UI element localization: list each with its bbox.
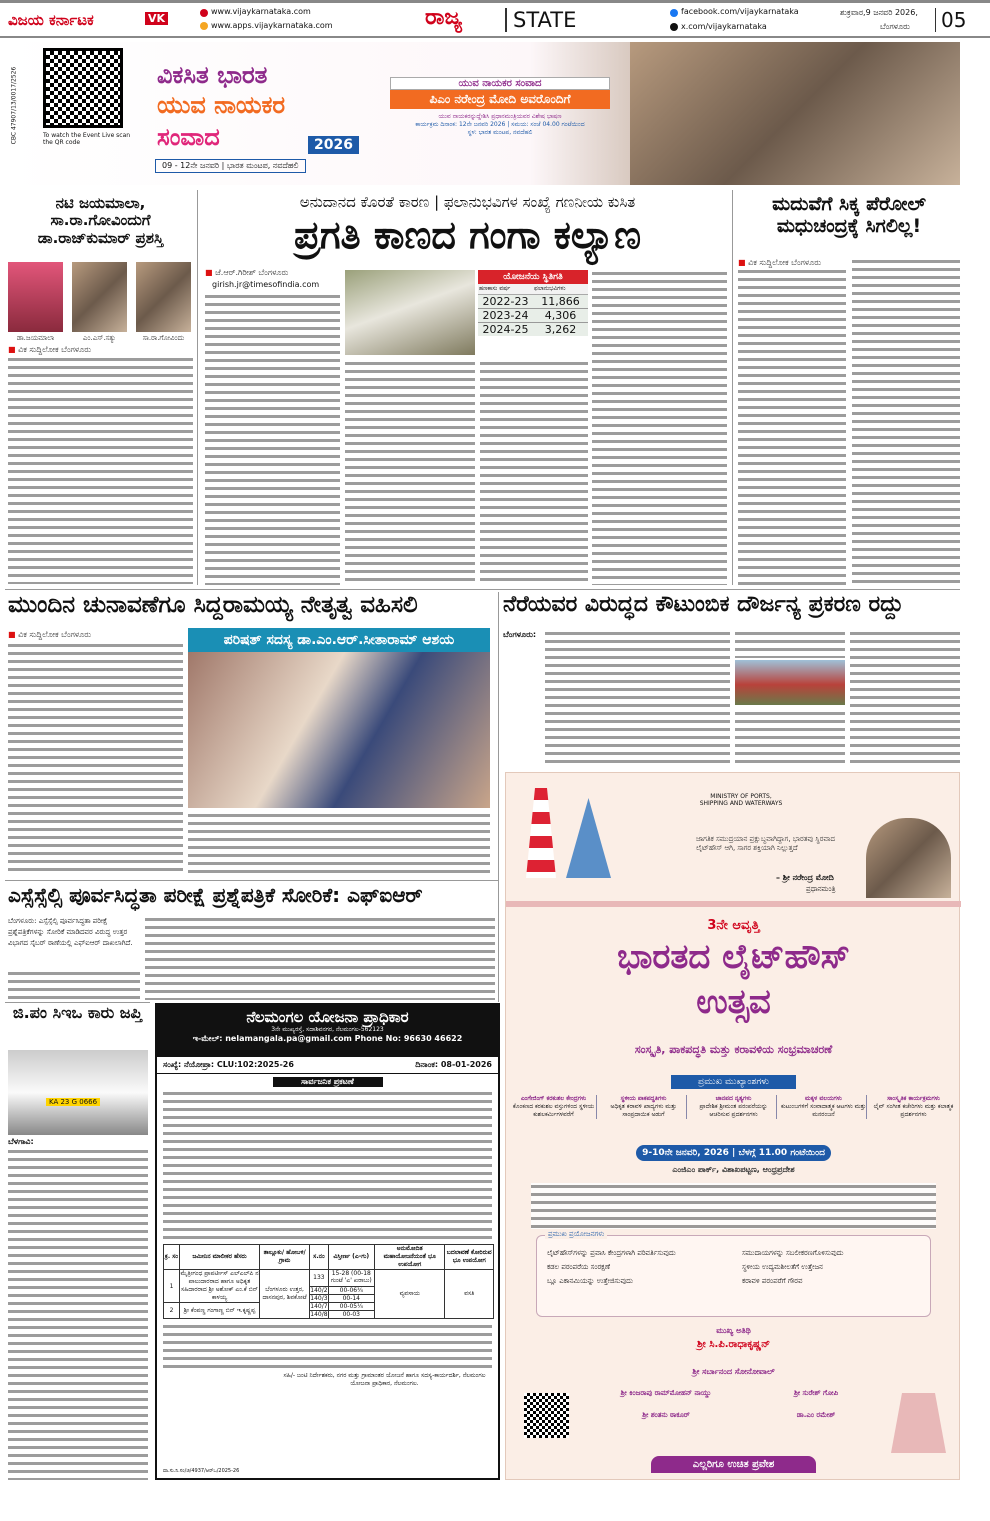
column-header: ಹಣಕಾಸು ವರ್ಷ: [479, 285, 511, 292]
article-body: [8, 356, 193, 584]
highlight-title: ಜಾನಪದ ನೃತ್ಯಗಳು: [715, 1095, 752, 1102]
ad-dates: 09 - 12ನೇ ಜನವರಿ | ಭಾರತ ಮಂಟಪ, ನವದೆಹಲಿ: [155, 159, 306, 173]
notice-body: [163, 1090, 492, 1240]
byline: ■ ವಿಕ ಸುದ್ದಿಲೋಕ ಬೆಂಗಳೂರು: [8, 345, 91, 355]
scheme-table: [478, 270, 588, 355]
byline: ■ ಜೆ.ಆರ್.ಗಿರೀಶ್ ಬೆಂಗಳೂರು: [205, 268, 288, 278]
cell: 2022-23: [482, 295, 529, 308]
caption: ಡಾ.ಜಯಮಾಲಾ: [16, 334, 55, 342]
highlight-title: ಸ್ಥಳೀಯ ಪಾಕಪದ್ಧತಿಗಳು: [620, 1095, 667, 1102]
public-notice: [155, 1003, 500, 1480]
article-body: [8, 970, 140, 1000]
photo-high-court: [735, 660, 845, 705]
highlight-title: ಸಾಂಸ್ಕೃತಿಕ ಕಾರ್ಯಕ್ರಮಗಳು: [887, 1095, 940, 1102]
column-header: ಜಮೀನಿನ ಮಾಲೀಕರ ಹೆಸರು: [180, 1245, 260, 1270]
initiative-item: ಕರಾವಳಿ ಪರಂಪರೆಗೆ ಗೌರವ: [742, 1277, 803, 1285]
number-plate: KA 23 G 0666: [46, 1098, 100, 1106]
photo-irrigation: [345, 270, 475, 355]
initiatives-label: ಪ್ರಮುಖ ಪ್ರಯೋಜನಗಳು: [545, 1230, 607, 1239]
table-row: [478, 295, 588, 309]
ad-box-when: ಕಾರ್ಯಕ್ರಮ ದಿನಾಂಕ: 12ನೇ ಜನವರಿ 2026 | ಸಮಯ: ಸಂಜೆ 04.00 ಗಂಟೆಯಿಂದ: [415, 121, 585, 128]
date: ಶುಕ್ರವಾರ,9 ಜನವರಿ 2026,: [840, 8, 918, 17]
dateline: ಬೆಂಗಳೂರು:: [503, 630, 537, 639]
article-body: [738, 268, 846, 585]
column-header: ಬದಲಾವಣೆ ಕೋರಿರುವ ಭೂ ಉಪಯೋಗ: [445, 1245, 494, 1270]
highlight-title: ಎಂಗೇಜಿಂಗ್ ಕರಕುಶಲ ಕೇಂದ್ರಗಳು: [520, 1095, 587, 1102]
divider: [732, 190, 733, 585]
cell: 1: [164, 1270, 180, 1303]
article-body: [188, 812, 490, 875]
highlights-label: ಪ್ರಮುಖ ಮುಖ್ಯಾಂಶಗಳು: [671, 1075, 796, 1089]
right-headline: ಮದುವೆಗೆ ಸಿಕ್ಕ ಪೆರೋಲ್ ಮಧುಚಂದ್ರಕ್ಕೆ ಸಿಗಲಿಲ್ಲ!: [772, 193, 926, 237]
table-title: ಯೋಜನೆಯ ಸ್ಥಿತಿಗತಿ: [478, 270, 588, 284]
article-body: [205, 293, 340, 585]
globe-icon: [200, 9, 208, 17]
notice-address: 3ನೇ ಮುಖ್ಯರಸ್ತೆ, ಸದಾಶಿವನಗರ, ನೆಲಮಂಗಲ-562123: [271, 1026, 384, 1033]
ad-box-where: ಸ್ಥಳ: ಭಾರತ ಮಂಟಪ, ನವದೆಹಲಿ: [467, 129, 533, 136]
qr-caption: To watch the Event Live scan the QR code: [43, 132, 131, 146]
dateline: ಬೆಳಗಾವಿ:: [8, 1137, 34, 1146]
cell: 00-03: [328, 1311, 374, 1319]
divider: [506, 901, 961, 907]
cell: 2024-25: [482, 323, 529, 336]
page-number: 05: [935, 8, 966, 32]
sslc-lead: ಬೆಂಗಳೂರು: ಎಸ್ಸೆಸ್ಸೆಲ್ಸಿ ಪೂರ್ವಸಿದ್ಧತಾ ಪರೀಕ್ಷೆ ಪ್ರಶ್ನೆಪತ್ರಿಕೆಗಳನ್ನು ಸೋರಿಕೆ ಮಾಡಿದವರ ವಿರುದ್ಧ ಉತ್ತರ ವಿಭಾಗದ ಸೈಬರ್ ಠಾಣೆಯಲ್ಲಿ ಎಫ್‌ಐಆರ್ ದಾಖಲಾಗಿದೆ.: [8, 917, 133, 947]
highlight-desc: ಅಧಿಕೃತ ಕರಾವಳಿ ಖಾದ್ಯಗಳು ಮತ್ತು ಸಾಂಪ್ರದಾಯಿಕ ಅಡುಗೆ: [610, 1103, 677, 1118]
ad-box-main: ಪಿಎಂ ನರೇಂದ್ರ ಮೋದಿ ಅವರೊಂದಿಗೆ: [390, 90, 610, 109]
guest: ಶ್ರೀ ಶಂತನು ಠಾಕೂರ್: [642, 1411, 690, 1419]
notice-contact: ಇ-ಮೇಲ್: nelamangala.pa@gmail.com Phone No: 96630 46622: [192, 1034, 463, 1043]
column-header: ವಿಸ್ತೀರ್ಣ (ಎ-ಗು): [328, 1245, 374, 1270]
top-ad[interactable]: [5, 42, 960, 185]
article-body: [735, 710, 845, 765]
brand-badge: VK: [145, 12, 168, 25]
cell: 00-14: [328, 1294, 374, 1302]
photo-felicitation: [188, 652, 490, 808]
initiative-item: ಕಡಲ ಪರಂಪರೆಯ ಸಂರಕ್ಷಣೆ: [547, 1263, 611, 1271]
cell: 140/2: [310, 1286, 328, 1294]
ad-photo-pm-youth: [630, 42, 960, 185]
notice-footer-text: [163, 1323, 492, 1368]
divider: [197, 190, 198, 585]
ad-title-2: ಯುವ ನಾಯಕರ: [157, 91, 286, 119]
ad-box-sub: ಯುವ ನಾಯಕರನ್ನುದ್ದೇಶಿಸಿ ಪ್ರಧಾನಮಂತ್ರಿಯವರ ವಿಶೇಷ ಭಾಷಣ: [438, 113, 562, 120]
photo-banner: ಪರಿಷತ್ ಸದಸ್ಯ ಡಾ.ಎಂ.ಆರ್.ಸೀತಾರಾಮ್ ಆಶಯ: [188, 628, 490, 652]
x-icon: [670, 23, 678, 31]
highlight-item: [601, 1095, 687, 1119]
highlight-item: [511, 1095, 597, 1119]
guest: ಡಾ.ಎಂ ರಮೇಶ್: [796, 1411, 836, 1419]
cell: ಬೆಂಗಳೂರು ಉತ್ತರ, ದಾಸನಪುರ, ಶಿವಕೋಟೆ: [260, 1270, 310, 1319]
initiative-item: ಸಮುದಾಯಗಳನ್ನು ಸಬಲೀಕರಣಗೊಳಿಸುವುದು: [742, 1249, 844, 1257]
article-body: [852, 258, 960, 585]
main-kicker: ಅನುದಾನದ ಕೊರತೆ ಕಾರಣ | ಫಲಾನುಭವಿಗಳ ಸಂಖ್ಯೆ ಗಣನೀಯ ಕುಸಿತ: [299, 193, 636, 211]
article-body: [145, 916, 495, 1000]
caption: ಎಂ.ಎಸ್.ಸತ್ಯು: [82, 334, 117, 342]
cell: ಮೈತ್ರೀಗಂಧ ಪ್ರಾಪರ್ಟೀಸ್ ಎಲ್‌ಎಲ್‌ಪಿ ನ ಪಾಲುದಾರರಾದ ಹಾಗೂ ಅಧಿಕೃತ ಸಹಿದಾರರಾದ ಶ್ರೀ ಅಶೋಕ್ ಎಂ.ಕೆ ಬಿನ್ ಕಾಳಯ್ಯ: [180, 1270, 259, 1301]
ad-title-1: ವಿಕಸಿತ ಭಾರತ: [157, 61, 268, 89]
caption: ಸಾ.ರಾ.ಗೋವಿಂದು: [142, 334, 185, 342]
guest: ಶ್ರೀ ಕಿಂಜರಾಪು ರಾಮ್‌ಮೋಹನ್ ನಾಯ್ಡು: [620, 1389, 712, 1397]
facebook-icon: [670, 9, 678, 17]
pm-quote: ಜಾಗತಿಕ ಸಮುದ್ರಯಾನ ಪ್ರಕ್ಷುಬ್ಧವಾಗಿದ್ದಾಗ, ಭಾರತವು ಸ್ಥಿರವಾದ ಲೈಟ್‌ಹೌಸ್ ಆಗಿ, ಸಾಗರ ಶಕ್ತಿಯಾಗಿ ನಿಲ್ಲುತ್ತದೆ: [696, 835, 835, 852]
table-row: [164, 1270, 494, 1287]
car-headline: ಜಿ.ಪಂ ಸಿಇಒ ಕಾರು ಜಪ್ತಿ: [12, 1003, 143, 1022]
ship-illustration: [891, 1393, 946, 1453]
event-datetime: 9-10ನೇ ಜನವರಿ, 2026 | ಬೆಳಗ್ಗೆ 11.00 ಗಂಟೆಯಿಂದ: [636, 1145, 831, 1161]
festival-title-2: ಉತ್ಸವ: [696, 982, 771, 1022]
event-venue: ಎಂಜಿಎಂ ಪಾರ್ಕ್, ವಿಶಾಖಪಟ್ಟಣ, ಆಂಧ್ರಪ್ರದೇಶ: [672, 1165, 795, 1174]
cell: ವ್ಯವಸಾಯ: [375, 1270, 445, 1319]
sslc-headline: ಎಸ್ಸೆಸ್ಸೆಲ್ಸಿ ಪೂರ್ವಸಿದ್ಧತಾ ಪರೀಕ್ಷೆ ಪ್ರಶ್ನೆಪತ್ರಿಕೆ ಸೋರಿಕೆ: ಎಫ್‌ಐಆರ್: [8, 883, 423, 907]
article-body: [8, 1148, 148, 1480]
byline-email[interactable]: girish.jr@timesofindia.com: [212, 280, 320, 289]
divider: [5, 589, 960, 590]
ad-box-title: ಯುವ ನಾಯಕರ ಸಂವಾದ: [390, 77, 610, 90]
photo-sathyu: [72, 262, 127, 332]
chief-guest: ಶ್ರೀ ಸಿ.ಪಿ.ರಾಧಾಕೃಷ್ಣನ್: [696, 1339, 771, 1350]
divider: [498, 592, 499, 1002]
ad-body-text: [531, 1183, 936, 1229]
ad-year: 2026: [308, 136, 359, 154]
cell: 140/8: [310, 1311, 328, 1318]
guest: ಶ್ರೀ ಸರ್ಬಾನಂದ ಸೋನೋವಾಲ್: [692, 1367, 775, 1376]
guest: ಶ್ರೀ ಸುರೇಶ್ ಗೋಪಿ: [793, 1389, 839, 1397]
cell: 140/7: [310, 1303, 328, 1310]
notice-title: ಸಾರ್ವಜನಿಕ ಪ್ರಕಟಣೆ: [273, 1077, 383, 1087]
temple-illustration: [566, 798, 611, 878]
cell: ವಸತಿ: [445, 1270, 494, 1319]
photo-seized-car: [8, 1050, 148, 1135]
quote-author: – ಶ್ರೀ ನರೇಂದ್ರ ಮೋದಿ: [776, 873, 834, 882]
quote-role: ಪ್ರಧಾನಮಂತ್ರಿ: [806, 885, 836, 893]
column-header: ಅನುಮೋದಿತ ಮಹಾಯೋಜನೆಯಂತೆ ಭೂ ಉಪಯೋಗ: [375, 1245, 445, 1270]
cell: 2023-24: [482, 309, 529, 322]
article-body: [735, 630, 845, 658]
cell: 00-06¾: [328, 1286, 374, 1294]
x-link[interactable]: x.com/vijaykarnataka: [681, 22, 767, 31]
apps-icon: [200, 22, 208, 30]
qr-code[interactable]: [43, 48, 123, 128]
article-body: [8, 642, 183, 875]
article-body: [850, 630, 960, 765]
highlight-desc: ಲೈವ್ ಸಂಗೀತ ಕಚೇರಿಗಳು ಮತ್ತು ಕಲಾತ್ಮಕ ಪ್ರದರ್ಶನಗಳು: [873, 1103, 954, 1118]
masthead: [0, 0, 990, 38]
cell: 4,306: [544, 309, 577, 322]
festival-title-1: ಭಾರತದ ಲೈಟ್‌ಹೌಸ್: [617, 937, 850, 977]
column-header: ಕ್ರ. ಸಂ: [164, 1245, 180, 1270]
highlight-item: [781, 1095, 867, 1119]
cell: 11,866: [541, 295, 580, 308]
highlights: [511, 1095, 956, 1119]
festival-tagline: ಸಂಸ್ಕೃತಿ, ಪಾಕಪದ್ಧತಿ ಮತ್ತು ಕರಾವಳಿಯ ಸಂಭ್ರಮಾಚರಣೆ: [634, 1043, 833, 1056]
edition-label: 3ನೇ ಆವೃತ್ತಿ: [707, 918, 760, 933]
main-headline: ಪ್ರಗತಿ ಕಾಣದ ಗಂಗಾ ಕಲ್ಯಾಣ: [293, 213, 642, 257]
photo-govindu: [136, 262, 191, 332]
highlight-desc: ಪ್ರಾದೇಶಿಕ ಶ್ರೀಮಂತ ಪರಂಪರೆಯನ್ನು ಆಚರಿಸುವ ಪ್ರದರ್ಶನಗಳು: [699, 1103, 768, 1118]
photo-pm: [866, 818, 951, 898]
chief-guest-label: ಮುಖ್ಯ ಅತಿಥಿ: [716, 1326, 751, 1335]
article-body: [480, 360, 588, 585]
cell: 15-28 (00-18 ಗುಂಟೆ 'ಎ' ಖರಾಬು): [328, 1270, 374, 1287]
lighthouse-illustration: [526, 788, 556, 878]
city: ಬೆಂಗಳೂರು: [880, 22, 910, 31]
notice-ref: ಸಂಖ್ಯೆ: ನೆಯೋಪ್ರಾ: CLU:102:2025-26: [163, 1060, 294, 1069]
notice-code: ವಾ.ಸು.ನಿ.ಸಂ/ಜಿ/4937/ಆರ್‌ಒ/2025-26: [163, 1468, 240, 1474]
cell: ಶ್ರೀ ಕೆಂಪಣ್ಣ ಗಂಗಾಣ್ಣ ಬಿನ್ ಇ.ಕೃಷ್ಣಪ್ಪ: [180, 1303, 260, 1319]
article-body: [592, 270, 727, 585]
section-en: STATE: [505, 8, 576, 32]
highlight-item: [871, 1095, 956, 1119]
cell: 3,262: [544, 323, 577, 336]
column-header: ಫಲಾನುಭವಿಗಳು: [534, 285, 566, 292]
article-body: [345, 360, 475, 585]
highlight-item: [691, 1095, 777, 1119]
ad-info-box: [390, 77, 610, 137]
highlight-desc: ಕುಟುಂಬಗಳಿಗೆ ಸಂವಾದಾತ್ಮಕ ಆಟಗಳು ಮತ್ತು ಮನರಂಜನೆ: [781, 1103, 866, 1118]
byline: ■ ವಿಕ ಸುದ್ದಿಲೋಕ ಬೆಂಗಳೂರು: [738, 258, 821, 268]
article-body: [545, 630, 730, 765]
free-entry-banner: ಎಲ್ಲರಿಗೂ ಉಚಿತ ಪ್ರವೇಶ: [651, 1456, 816, 1473]
cell: 00-05¼: [328, 1303, 374, 1311]
ministry-logo-text: MINISTRY OF PORTS, SHIPPING AND WATERWAYS: [699, 793, 783, 807]
left-headline: ನಟಿ ಜಯಮಾಲಾ, ಸಾ.ರಾ.ಗೋವಿಂದುಗೆ ಡಾ.ರಾಜ್‌ಕುಮಾರ್ ಪ್ರಶಸ್ತಿ: [37, 194, 164, 247]
divider: [5, 880, 498, 881]
initiative-item: ಲೈಟ್‌ಹೌಸ್‌ಗಳನ್ನು ಪ್ರವಾಸಿ ಕೇಂದ್ರಗಳಾಗಿ ಪರಿವರ್ತಿಸುವುದು: [547, 1249, 676, 1257]
lighthouse-ad[interactable]: [505, 772, 960, 1480]
initiative-item: ಬ್ಲೂ ಎಕಾನಮಿಯನ್ನು ಉತ್ತೇಜಿಸುವುದು: [547, 1277, 633, 1285]
highlight-desc: ಕೊಂಕಣದ ಕರಕುಶಲ ವಸ್ತುಗಳಿಂದ ಸ್ಥಳೀಯ ಕುಶಲಕರ್ಮಿಗಳವರೆಗೆ: [512, 1103, 595, 1118]
notice-signature: ಸಹಿ/- ಜಂಟಿ ನಿರ್ದೇಶಕರು, ನಗರ ಮತ್ತು ಗ್ರಾಮಾಂತರ ಯೋಜನೆ ಹಾಗೂ ಸದಸ್ಯ-ಕಾರ್ಯದರ್ಶಿ, ನೆಲಮಂಗಲ ಯೋಜನಾ ಪ್ರಾಧಿಕಾರ, ನೆಲಮಂಗಲ.: [283, 1372, 486, 1387]
byline: ■ ವಿಕ ಸುದ್ದಿಲೋಕ ಬೆಂಗಳೂರು: [8, 630, 91, 640]
ad-title-3: ಸಂವಾದ: [157, 123, 220, 151]
website-link[interactable]: www.vijaykarnataka.com: [211, 7, 311, 16]
court-headline: ನೆರೆಯವರ ವಿರುದ್ಧದ ಕೌಟುಂಬಿಕ ದೌರ್ಜನ್ಯ ಪ್ರಕರಣ ರದ್ದು: [503, 592, 904, 617]
notice-date: ದಿನಾಂಕ: 08-01-2026: [415, 1060, 492, 1069]
column-header: ಸ.ನಂ: [310, 1245, 328, 1270]
column-header: ತಾಲ್ಲೂಕು/ ಹೋಬಳಿ/ಗ್ರಾಮ: [260, 1245, 310, 1270]
highlight-title: ಮಕ್ಕಳ ವಲಯಗಳು: [805, 1095, 842, 1102]
ad-code: CBC 47907/13/0017/2526: [10, 66, 18, 145]
table-row: [478, 323, 588, 336]
apps-link[interactable]: www.apps.vijaykarnataka.com: [211, 21, 333, 30]
cm-headline: ಮುಂದಿನ ಚುನಾವಣೆಗೂ ಸಿದ್ದರಾಮಯ್ಯ ನೇತೃತ್ವ ವಹಿಸಲಿ: [8, 592, 418, 618]
section-kn: ರಾಜ್ಯ: [425, 5, 463, 30]
cell: 140/3: [310, 1294, 328, 1302]
cell: 2: [164, 1303, 180, 1319]
brand-logo: ವಿಜಯ ಕರ್ನಾಟಕ: [8, 11, 94, 29]
initiatives-box: [536, 1230, 931, 1317]
qr-code[interactable]: [524, 1393, 569, 1438]
table-row: [478, 309, 588, 323]
photo-jayamala: [8, 262, 63, 332]
cell: 133: [310, 1270, 328, 1287]
notice-org: ನೆಲಮಂಗಲ ಯೋಜನಾ ಪ್ರಾಧಿಕಾರ: [246, 1008, 409, 1026]
initiative-item: ಸ್ಥಳೀಯ ಉದ್ಯಮಶೀಲತೆಗೆ ಉತ್ತೇಜನ: [742, 1263, 823, 1271]
facebook-link[interactable]: facebook.com/vijaykarnataka: [681, 7, 799, 16]
notice-table: [163, 1244, 494, 1319]
